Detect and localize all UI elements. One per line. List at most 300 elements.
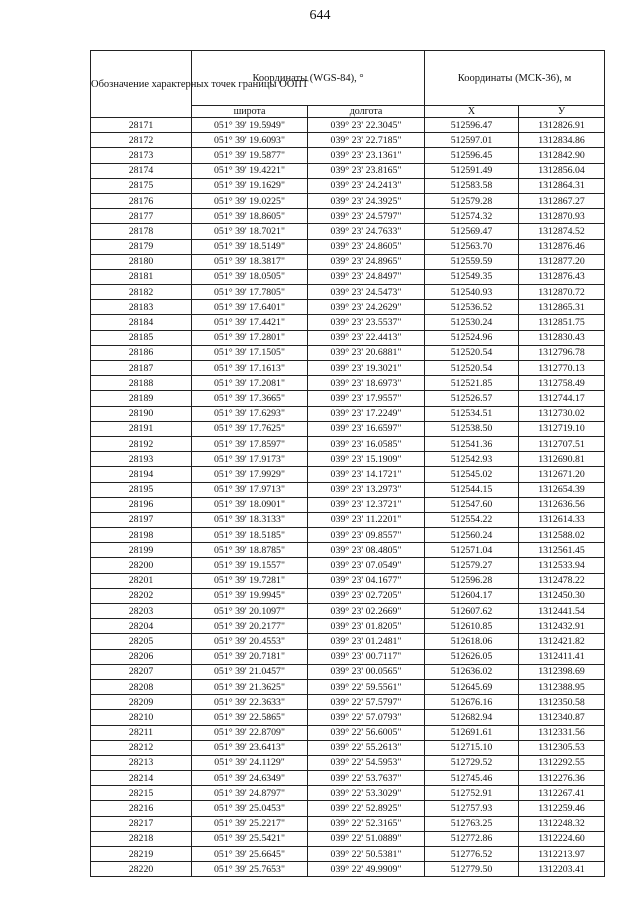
- longitude-cell: 039° 23' 00.0565": [308, 664, 425, 679]
- latitude-cell: 051° 39' 18.0901": [192, 497, 308, 512]
- point-id-cell: 28187: [91, 361, 192, 376]
- longitude-cell: 039° 23' 20.6881": [308, 345, 425, 360]
- x-cell: 512545.02: [425, 467, 519, 482]
- x-cell: 512745.46: [425, 771, 519, 786]
- y-cell: 1312851.75: [519, 315, 605, 330]
- point-id-cell: 28220: [91, 862, 192, 877]
- table-row: [91, 315, 605, 330]
- longitude-cell: 039° 23' 14.1721": [308, 467, 425, 482]
- latitude-cell: 051° 39' 17.9173": [192, 452, 308, 467]
- y-cell: 1312671.20: [519, 467, 605, 482]
- x-cell: 512607.62: [425, 604, 519, 619]
- table-row: [91, 771, 605, 786]
- x-cell: 512752.91: [425, 786, 519, 801]
- y-cell: 1312340.87: [519, 710, 605, 725]
- x-cell: 512715.10: [425, 740, 519, 755]
- y-cell: 1312224.60: [519, 831, 605, 846]
- x-cell: 512526.57: [425, 391, 519, 406]
- longitude-cell: 039° 23' 24.5473": [308, 285, 425, 300]
- y-cell: 1312450.30: [519, 588, 605, 603]
- x-cell: 512536.52: [425, 300, 519, 315]
- y-cell: 1312441.54: [519, 604, 605, 619]
- longitude-cell: 039° 23' 19.3021": [308, 361, 425, 376]
- longitude-cell: 039° 23' 24.5797": [308, 209, 425, 224]
- table-row: [91, 345, 605, 360]
- x-cell: 512534.51: [425, 406, 519, 421]
- point-id-cell: 28214: [91, 771, 192, 786]
- point-id-cell: 28184: [91, 315, 192, 330]
- table-row: [91, 649, 605, 664]
- point-id-cell: 28206: [91, 649, 192, 664]
- table-row: [91, 133, 605, 148]
- point-id-cell: 28213: [91, 755, 192, 770]
- latitude-cell: 051° 39' 17.2081": [192, 376, 308, 391]
- x-cell: 512579.27: [425, 558, 519, 573]
- latitude-cell: 051° 39' 17.7625": [192, 421, 308, 436]
- longitude-cell: 039° 23' 23.1361": [308, 148, 425, 163]
- longitude-cell: 039° 22' 55.2613": [308, 740, 425, 755]
- latitude-cell: 051° 39' 19.1557": [192, 558, 308, 573]
- x-cell: 512596.28: [425, 573, 519, 588]
- x-cell: 512579.28: [425, 193, 519, 208]
- latitude-cell: 051° 39' 17.6293": [192, 406, 308, 421]
- header-x: X: [425, 106, 519, 118]
- point-id-cell: 28181: [91, 269, 192, 284]
- table-row: [91, 755, 605, 770]
- latitude-cell: 051° 39' 17.3665": [192, 391, 308, 406]
- longitude-cell: 039° 23' 24.7633": [308, 224, 425, 239]
- longitude-cell: 039° 23' 15.1909": [308, 452, 425, 467]
- point-id-cell: 28179: [91, 239, 192, 254]
- table-row: [91, 528, 605, 543]
- table-row: [91, 710, 605, 725]
- x-cell: 512763.25: [425, 816, 519, 831]
- point-id-cell: 28210: [91, 710, 192, 725]
- longitude-cell: 039° 23' 01.2481": [308, 634, 425, 649]
- latitude-cell: 051° 39' 17.9713": [192, 482, 308, 497]
- point-id-cell: 28204: [91, 619, 192, 634]
- y-cell: 1312292.55: [519, 755, 605, 770]
- x-cell: 512757.93: [425, 801, 519, 816]
- table-row: [91, 695, 605, 710]
- x-cell: 512772.86: [425, 831, 519, 846]
- x-cell: 512541.36: [425, 436, 519, 451]
- longitude-cell: 039° 23' 23.5537": [308, 315, 425, 330]
- point-id-cell: 28217: [91, 816, 192, 831]
- latitude-cell: 051° 39' 22.8709": [192, 725, 308, 740]
- point-id-cell: 28175: [91, 178, 192, 193]
- table-row: [91, 801, 605, 816]
- y-cell: 1312758.49: [519, 376, 605, 391]
- point-id-cell: 28172: [91, 133, 192, 148]
- table-row: [91, 224, 605, 239]
- coordinates-table: [90, 50, 605, 877]
- x-cell: 512574.32: [425, 209, 519, 224]
- table-row: [91, 740, 605, 755]
- table-row: [91, 604, 605, 619]
- x-cell: 512520.54: [425, 345, 519, 360]
- point-id-cell: 28202: [91, 588, 192, 603]
- table-row: [91, 254, 605, 269]
- longitude-cell: 039° 23' 11.2201": [308, 512, 425, 527]
- longitude-cell: 039° 23' 24.8497": [308, 269, 425, 284]
- latitude-cell: 051° 39' 19.0225": [192, 193, 308, 208]
- longitude-cell: 039° 23' 13.2973": [308, 482, 425, 497]
- table-row: [91, 725, 605, 740]
- x-cell: 512569.47: [425, 224, 519, 239]
- table-row: [91, 619, 605, 634]
- y-cell: 1312398.69: [519, 664, 605, 679]
- longitude-cell: 039° 23' 17.2249": [308, 406, 425, 421]
- latitude-cell: 051° 39' 20.4553": [192, 634, 308, 649]
- longitude-cell: 039° 23' 02.7205": [308, 588, 425, 603]
- latitude-cell: 051° 39' 18.3133": [192, 512, 308, 527]
- x-cell: 512597.01: [425, 133, 519, 148]
- longitude-cell: 039° 23' 22.7185": [308, 133, 425, 148]
- point-id-cell: 28216: [91, 801, 192, 816]
- x-cell: 512530.24: [425, 315, 519, 330]
- y-cell: 1312421.82: [519, 634, 605, 649]
- latitude-cell: 051° 39' 18.5185": [192, 528, 308, 543]
- latitude-cell: 051° 39' 20.7181": [192, 649, 308, 664]
- point-id-cell: 28193: [91, 452, 192, 467]
- latitude-cell: 051° 39' 19.4221": [192, 163, 308, 178]
- y-cell: 1312877.20: [519, 254, 605, 269]
- latitude-cell: 051° 39' 19.9945": [192, 588, 308, 603]
- latitude-cell: 051° 39' 19.7281": [192, 573, 308, 588]
- x-cell: 512645.69: [425, 679, 519, 694]
- table-row: [91, 847, 605, 862]
- longitude-cell: 039° 23' 04.1677": [308, 573, 425, 588]
- longitude-cell: 039° 23' 01.8205": [308, 619, 425, 634]
- point-id-cell: 28209: [91, 695, 192, 710]
- latitude-cell: 051° 39' 18.8785": [192, 543, 308, 558]
- x-cell: 512544.15: [425, 482, 519, 497]
- table-row: [91, 543, 605, 558]
- x-cell: 512682.94: [425, 710, 519, 725]
- header-wgs84: Координаты (WGS-84), °: [192, 51, 425, 106]
- table-row: [91, 178, 605, 193]
- y-cell: 1312259.46: [519, 801, 605, 816]
- latitude-cell: 051° 39' 17.6401": [192, 300, 308, 315]
- table-row: [91, 118, 605, 133]
- longitude-cell: 039° 23' 00.7117": [308, 649, 425, 664]
- table-row: [91, 497, 605, 512]
- point-id-cell: 28208: [91, 679, 192, 694]
- header-longitude: долгота: [308, 106, 425, 118]
- y-cell: 1312834.86: [519, 133, 605, 148]
- longitude-cell: 039° 23' 12.3721": [308, 497, 425, 512]
- y-cell: 1312830.43: [519, 330, 605, 345]
- y-cell: 1312654.39: [519, 482, 605, 497]
- table-row: [91, 634, 605, 649]
- x-cell: 512636.02: [425, 664, 519, 679]
- y-cell: 1312614.33: [519, 512, 605, 527]
- y-cell: 1312561.45: [519, 543, 605, 558]
- table-row: [91, 588, 605, 603]
- x-cell: 512563.70: [425, 239, 519, 254]
- x-cell: 512554.22: [425, 512, 519, 527]
- x-cell: 512596.45: [425, 148, 519, 163]
- point-id-cell: 28195: [91, 482, 192, 497]
- x-cell: 512559.59: [425, 254, 519, 269]
- x-cell: 512691.61: [425, 725, 519, 740]
- table-row: [91, 679, 605, 694]
- point-id-cell: 28178: [91, 224, 192, 239]
- latitude-cell: 051° 39' 17.9929": [192, 467, 308, 482]
- header-msk36: Координаты (МСК-36), м: [425, 51, 605, 106]
- longitude-cell: 039° 22' 49.9909": [308, 862, 425, 877]
- point-id-cell: 28219: [91, 847, 192, 862]
- x-cell: 512776.52: [425, 847, 519, 862]
- y-cell: 1312267.41: [519, 786, 605, 801]
- point-id-cell: 28173: [91, 148, 192, 163]
- longitude-cell: 039° 23' 07.0549": [308, 558, 425, 573]
- longitude-cell: 039° 22' 50.5381": [308, 847, 425, 862]
- y-cell: 1312876.46: [519, 239, 605, 254]
- longitude-cell: 039° 23' 18.6973": [308, 376, 425, 391]
- point-id-cell: 28192: [91, 436, 192, 451]
- table-row: [91, 163, 605, 178]
- latitude-cell: 051° 39' 18.3817": [192, 254, 308, 269]
- point-id-cell: 28188: [91, 376, 192, 391]
- table-row: [91, 361, 605, 376]
- y-cell: 1312856.04: [519, 163, 605, 178]
- longitude-cell: 039° 23' 22.3045": [308, 118, 425, 133]
- table-row: [91, 482, 605, 497]
- point-id-cell: 28196: [91, 497, 192, 512]
- latitude-cell: 051° 39' 19.6093": [192, 133, 308, 148]
- longitude-cell: 039° 23' 08.4805": [308, 543, 425, 558]
- table-row: [91, 391, 605, 406]
- point-id-cell: 28190: [91, 406, 192, 421]
- longitude-cell: 039° 23' 24.8605": [308, 239, 425, 254]
- y-cell: 1312588.02: [519, 528, 605, 543]
- x-cell: 512618.06: [425, 634, 519, 649]
- latitude-cell: 051° 39' 25.7653": [192, 862, 308, 877]
- latitude-cell: 051° 39' 19.1629": [192, 178, 308, 193]
- point-id-cell: 28218: [91, 831, 192, 846]
- table-row: [91, 421, 605, 436]
- latitude-cell: 051° 39' 24.8797": [192, 786, 308, 801]
- table-row: [91, 300, 605, 315]
- x-cell: 512549.35: [425, 269, 519, 284]
- header-y: У: [519, 106, 605, 118]
- y-cell: 1312826.91: [519, 118, 605, 133]
- longitude-cell: 039° 22' 52.3165": [308, 816, 425, 831]
- point-id-cell: 28207: [91, 664, 192, 679]
- x-cell: 512583.58: [425, 178, 519, 193]
- latitude-cell: 051° 39' 19.5949": [192, 118, 308, 133]
- point-id-cell: 28215: [91, 786, 192, 801]
- y-cell: 1312690.81: [519, 452, 605, 467]
- longitude-cell: 039° 23' 16.6597": [308, 421, 425, 436]
- table-row: [91, 269, 605, 284]
- table-row: [91, 193, 605, 208]
- latitude-cell: 051° 39' 17.4421": [192, 315, 308, 330]
- y-cell: 1312719.10: [519, 421, 605, 436]
- x-cell: 512538.50: [425, 421, 519, 436]
- table-row: [91, 467, 605, 482]
- longitude-cell: 039° 23' 23.8165": [308, 163, 425, 178]
- longitude-cell: 039° 23' 17.9557": [308, 391, 425, 406]
- latitude-cell: 051° 39' 25.5421": [192, 831, 308, 846]
- longitude-cell: 039° 22' 51.0889": [308, 831, 425, 846]
- latitude-cell: 051° 39' 18.8605": [192, 209, 308, 224]
- y-cell: 1312203.41: [519, 862, 605, 877]
- y-cell: 1312730.02: [519, 406, 605, 421]
- x-cell: 512521.85: [425, 376, 519, 391]
- point-id-cell: 28212: [91, 740, 192, 755]
- longitude-cell: 039° 23' 02.2669": [308, 604, 425, 619]
- table-row: [91, 209, 605, 224]
- table-row: [91, 573, 605, 588]
- latitude-cell: 051° 39' 17.8597": [192, 436, 308, 451]
- point-id-cell: 28201: [91, 573, 192, 588]
- y-cell: 1312707.51: [519, 436, 605, 451]
- latitude-cell: 051° 39' 18.0505": [192, 269, 308, 284]
- table-row: [91, 285, 605, 300]
- point-id-cell: 28189: [91, 391, 192, 406]
- y-cell: 1312411.41: [519, 649, 605, 664]
- longitude-cell: 039° 22' 53.7637": [308, 771, 425, 786]
- longitude-cell: 039° 22' 52.8925": [308, 801, 425, 816]
- x-cell: 512596.47: [425, 118, 519, 133]
- y-cell: 1312870.72: [519, 285, 605, 300]
- y-cell: 1312796.78: [519, 345, 605, 360]
- table-row: [91, 512, 605, 527]
- table-row: [91, 831, 605, 846]
- header-designation: Обозначение характерных точек границы ООПТ: [91, 51, 192, 118]
- longitude-cell: 039° 22' 57.5797": [308, 695, 425, 710]
- y-cell: 1312305.53: [519, 740, 605, 755]
- table-row: [91, 558, 605, 573]
- table-row: [91, 436, 605, 451]
- longitude-cell: 039° 23' 24.8965": [308, 254, 425, 269]
- table-row: [91, 452, 605, 467]
- latitude-cell: 051° 39' 23.6413": [192, 740, 308, 755]
- point-id-cell: 28171: [91, 118, 192, 133]
- y-cell: 1312870.93: [519, 209, 605, 224]
- latitude-cell: 051° 39' 22.5865": [192, 710, 308, 725]
- table-row: [91, 862, 605, 877]
- longitude-cell: 039° 22' 54.5953": [308, 755, 425, 770]
- table-row: [91, 786, 605, 801]
- longitude-cell: 039° 22' 53.3029": [308, 786, 425, 801]
- x-cell: 512676.16: [425, 695, 519, 710]
- x-cell: 512520.54: [425, 361, 519, 376]
- point-id-cell: 28177: [91, 209, 192, 224]
- point-id-cell: 28191: [91, 421, 192, 436]
- y-cell: 1312388.95: [519, 679, 605, 694]
- latitude-cell: 051° 39' 21.3625": [192, 679, 308, 694]
- longitude-cell: 039° 22' 57.0793": [308, 710, 425, 725]
- point-id-cell: 28174: [91, 163, 192, 178]
- point-id-cell: 28200: [91, 558, 192, 573]
- table-row: [91, 330, 605, 345]
- y-cell: 1312874.52: [519, 224, 605, 239]
- latitude-cell: 051° 39' 19.5877": [192, 148, 308, 163]
- latitude-cell: 051° 39' 24.6349": [192, 771, 308, 786]
- x-cell: 512524.96: [425, 330, 519, 345]
- latitude-cell: 051° 39' 17.1613": [192, 361, 308, 376]
- page-number: 644: [309, 8, 331, 23]
- longitude-cell: 039° 22' 59.5561": [308, 679, 425, 694]
- x-cell: 512571.04: [425, 543, 519, 558]
- longitude-cell: 039° 23' 24.3925": [308, 193, 425, 208]
- latitude-cell: 051° 39' 17.7805": [192, 285, 308, 300]
- y-cell: 1312876.43: [519, 269, 605, 284]
- point-id-cell: 28211: [91, 725, 192, 740]
- x-cell: 512610.85: [425, 619, 519, 634]
- y-cell: 1312744.17: [519, 391, 605, 406]
- latitude-cell: 051° 39' 20.1097": [192, 604, 308, 619]
- table-row: [91, 664, 605, 679]
- x-cell: 512604.17: [425, 588, 519, 603]
- latitude-cell: 051° 39' 25.2217": [192, 816, 308, 831]
- table-row: [91, 406, 605, 421]
- latitude-cell: 051° 39' 17.1505": [192, 345, 308, 360]
- longitude-cell: 039° 23' 22.4413": [308, 330, 425, 345]
- longitude-cell: 039° 22' 56.6005": [308, 725, 425, 740]
- latitude-cell: 051° 39' 24.1129": [192, 755, 308, 770]
- y-cell: 1312432.91: [519, 619, 605, 634]
- point-id-cell: 28199: [91, 543, 192, 558]
- y-cell: 1312478.22: [519, 573, 605, 588]
- y-cell: 1312350.58: [519, 695, 605, 710]
- y-cell: 1312865.31: [519, 300, 605, 315]
- point-id-cell: 28197: [91, 512, 192, 527]
- x-cell: 512626.05: [425, 649, 519, 664]
- latitude-cell: 051° 39' 20.2177": [192, 619, 308, 634]
- table-row: [91, 816, 605, 831]
- longitude-cell: 039° 23' 24.2629": [308, 300, 425, 315]
- table-row: [91, 148, 605, 163]
- y-cell: 1312636.56: [519, 497, 605, 512]
- latitude-cell: 051° 39' 21.0457": [192, 664, 308, 679]
- latitude-cell: 051° 39' 17.2801": [192, 330, 308, 345]
- x-cell: 512540.93: [425, 285, 519, 300]
- longitude-cell: 039° 23' 09.8557": [308, 528, 425, 543]
- x-cell: 512560.24: [425, 528, 519, 543]
- point-id-cell: 28185: [91, 330, 192, 345]
- point-id-cell: 28194: [91, 467, 192, 482]
- latitude-cell: 051° 39' 22.3633": [192, 695, 308, 710]
- latitude-cell: 051° 39' 18.5149": [192, 239, 308, 254]
- table-row: [91, 239, 605, 254]
- y-cell: 1312533.94: [519, 558, 605, 573]
- longitude-cell: 039° 23' 16.0585": [308, 436, 425, 451]
- table-body: [91, 118, 605, 877]
- point-id-cell: 28198: [91, 528, 192, 543]
- y-cell: 1312867.27: [519, 193, 605, 208]
- latitude-cell: 051° 39' 25.0453": [192, 801, 308, 816]
- y-cell: 1312770.13: [519, 361, 605, 376]
- y-cell: 1312248.32: [519, 816, 605, 831]
- table-row: [91, 376, 605, 391]
- latitude-cell: 051° 39' 25.6645": [192, 847, 308, 862]
- point-id-cell: 28182: [91, 285, 192, 300]
- x-cell: 512547.60: [425, 497, 519, 512]
- y-cell: 1312842.90: [519, 148, 605, 163]
- x-cell: 512591.49: [425, 163, 519, 178]
- x-cell: 512779.50: [425, 862, 519, 877]
- point-id-cell: 28205: [91, 634, 192, 649]
- point-id-cell: 28183: [91, 300, 192, 315]
- header-latitude: широта: [192, 106, 308, 118]
- y-cell: 1312276.36: [519, 771, 605, 786]
- x-cell: 512542.93: [425, 452, 519, 467]
